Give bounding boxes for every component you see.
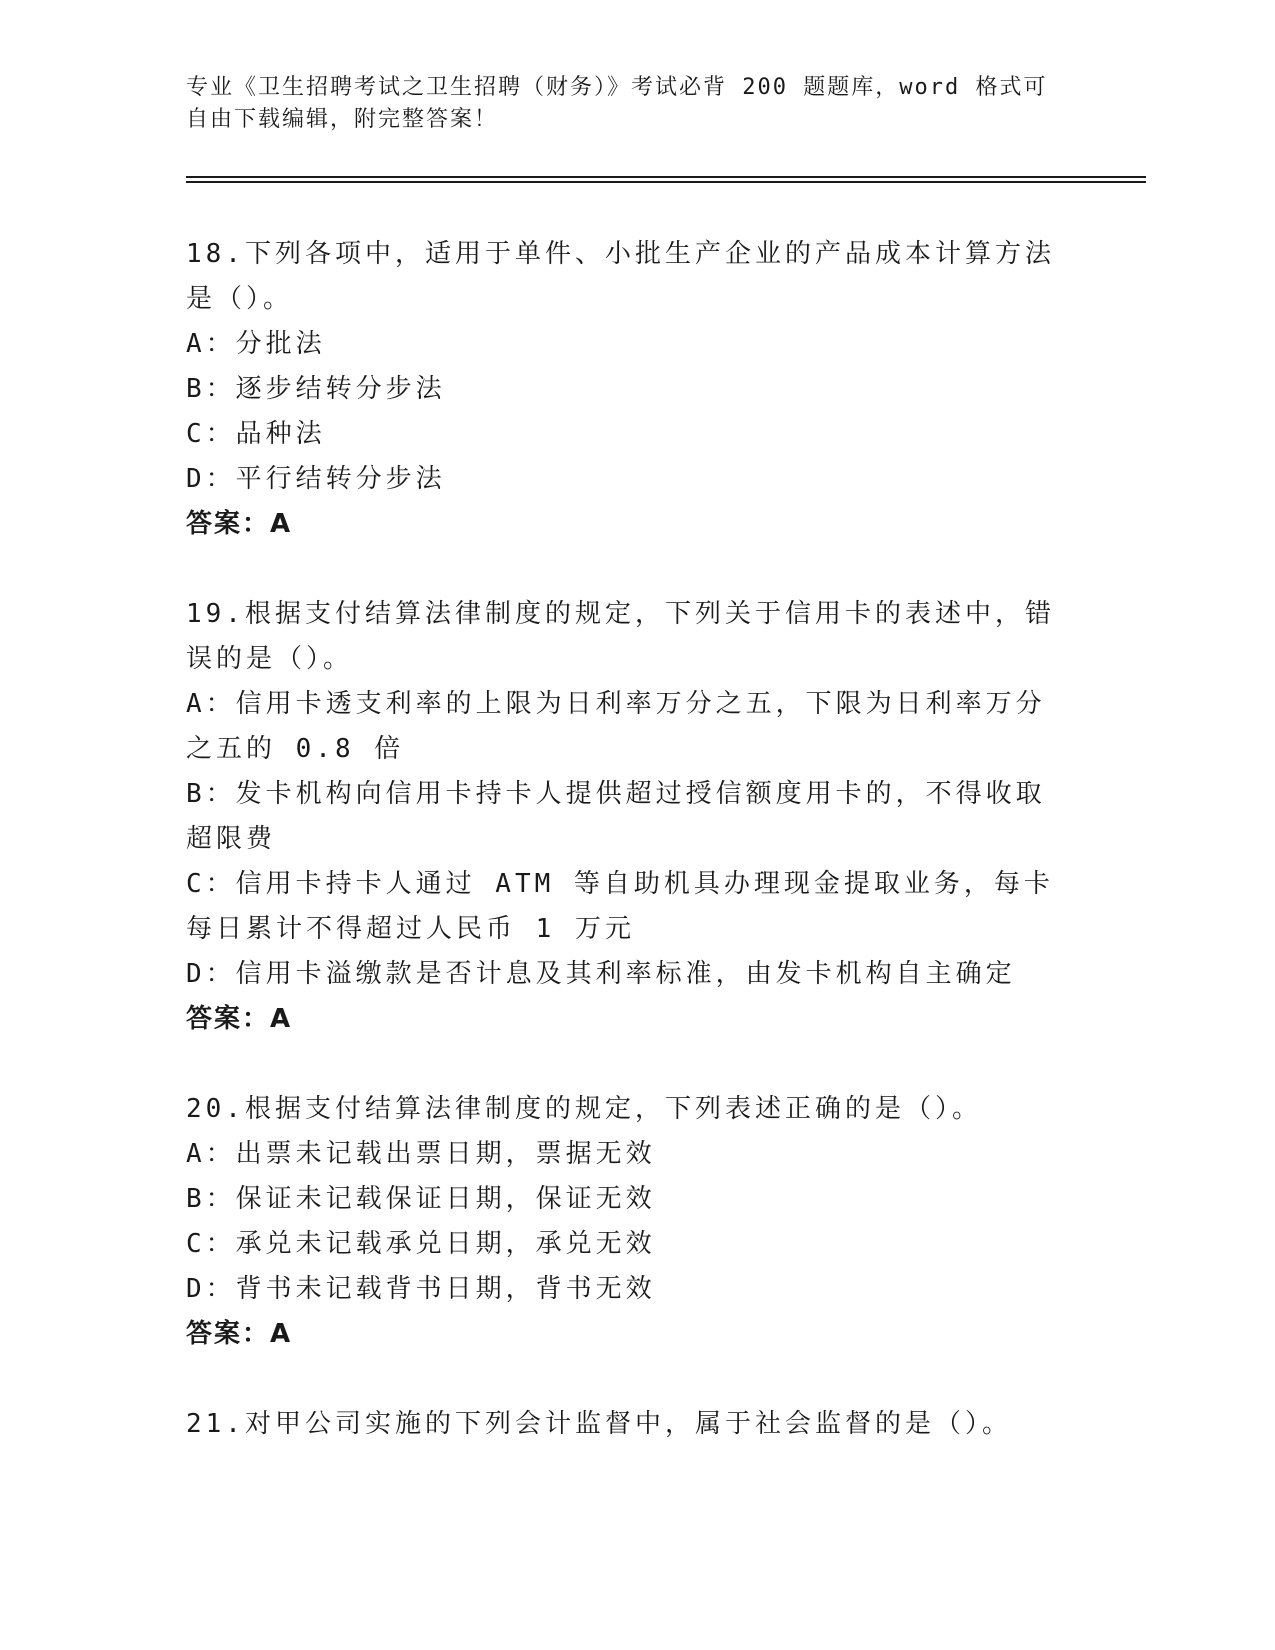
header-divider-bottom [186,181,1146,183]
option-c: C：品种法 [186,419,326,449]
option-c: C：承兑未记载承兑日期，承兑无效 [186,1229,656,1259]
option-b: B：发卡机构向信用卡持卡人提供超过授信额度用卡的，不得收取超限费 [186,779,1046,854]
option-b: B：保证未记载保证日期，保证无效 [186,1184,656,1214]
question-21 [186,1402,1066,1447]
answer-line: 答案：A [186,1319,293,1349]
answer-line: 答案：A [186,1004,293,1034]
option-a: A：信用卡透支利率的上限为日利率万分之五，下限为日利率万分之五的 0.8 倍 [186,689,1046,764]
answer-line: 答案：A [186,509,293,539]
option-a: A：分批法 [186,329,326,359]
question-18 [186,232,1066,547]
question-19 [186,592,1066,1042]
question-list [186,232,1066,1492]
option-a: A：出票未记载出票日期，票据无效 [186,1139,656,1169]
question-text: 21.对甲公司实施的下列会计监督中，属于社会监督的是（）。 [186,1409,1012,1439]
question-text: 18.下列各项中，适用于单件、小批生产企业的产品成本计算方法是（）。 [186,239,1055,314]
header-divider-top [186,176,1146,178]
document-intro: 专业《卫生招聘考试之卫生招聘（财务）》考试必背 200 题题库，word 格式可自由下载编辑，附完整答案！ [186,75,1048,132]
question-20 [186,1087,1066,1357]
option-b: B：逐步结转分步法 [186,374,446,404]
option-c: C：信用卡持卡人通过 ATM 等自助机具办理现金提取业务，每卡每日累计不得超过人民币 1 万元 [186,869,1054,944]
option-d: D：平行结转分步法 [186,464,446,494]
question-text: 20.根据支付结算法律制度的规定，下列表述正确的是（）。 [186,1094,982,1124]
option-d: D：背书未记载背书日期，背书无效 [186,1274,656,1304]
option-d: D：信用卡溢缴款是否计息及其利率标准，由发卡机构自主确定 [186,959,1016,989]
question-text: 19.根据支付结算法律制度的规定，下列关于信用卡的表述中，错误的是（）。 [186,599,1055,674]
